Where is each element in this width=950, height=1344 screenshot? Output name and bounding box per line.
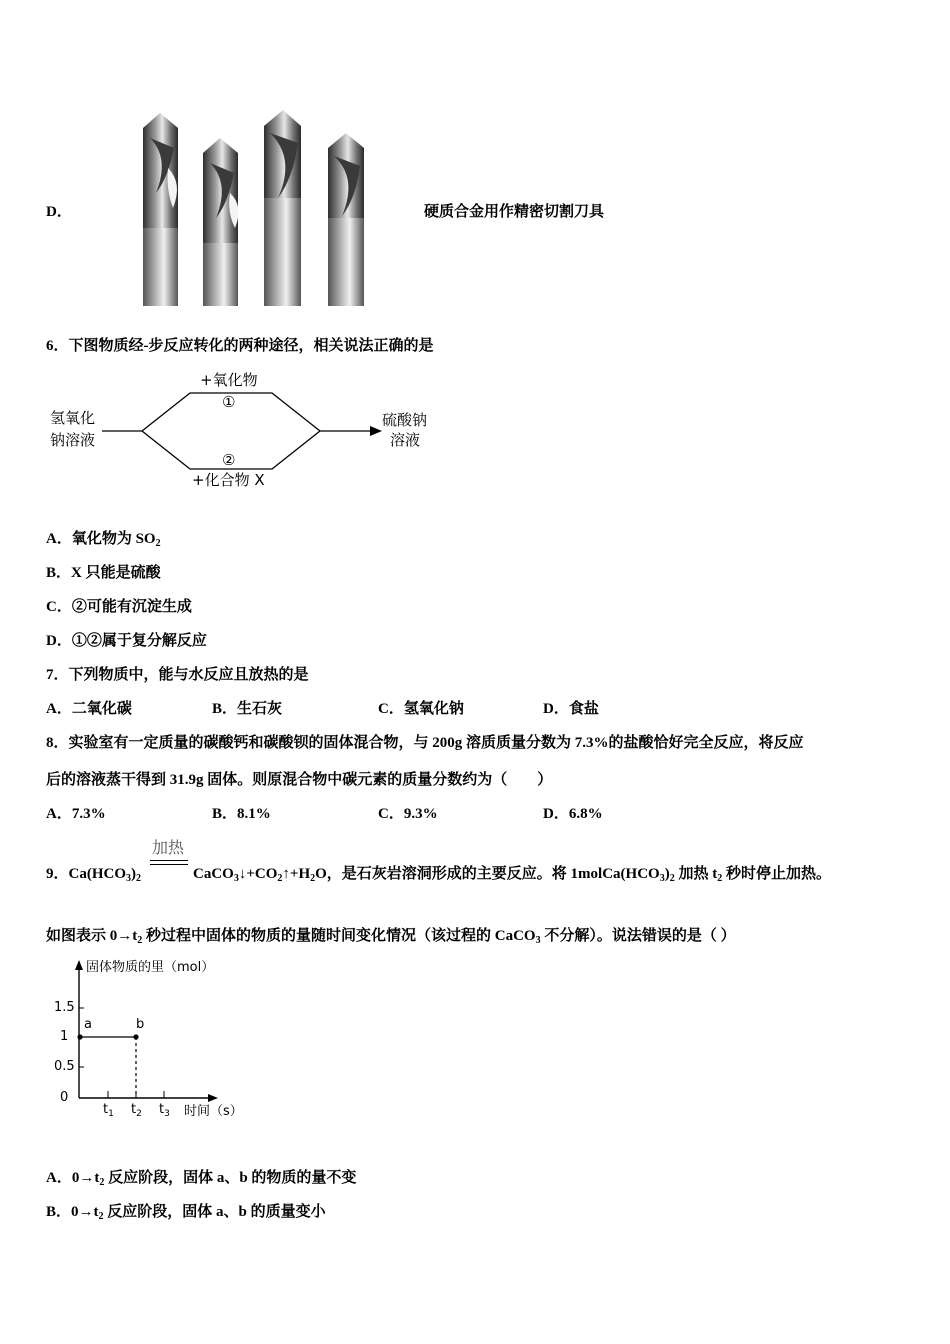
q8-stem-line2: 后的溶液蒸干得到 31.9g 固体。则原混合物中碳元素的质量分数约为（ ）	[46, 772, 553, 788]
q9-line2-a: 如图表示 0→t	[46, 928, 138, 944]
q6-option-a[interactable]	[46, 529, 161, 549]
q9-option-b-text2: 反应阶段，固体 a、b 的质量变小	[103, 1204, 326, 1220]
q7-option-c[interactable]: C．氢氧化钠	[378, 701, 464, 717]
drill-bit-2	[203, 138, 239, 306]
q9-p7: 秒时停止加热。	[722, 866, 831, 882]
q9-line2-c: 不分解）。说法错误的是（ ）	[540, 928, 736, 944]
q7-option-d[interactable]: D．食盐	[543, 701, 599, 717]
q9-product-caco3: CaCO	[193, 866, 234, 882]
q9-reactant-close: )	[131, 866, 137, 882]
q9-p6: 加热 t	[674, 866, 718, 882]
q7-stem: 7．下列物质中，能与水反应且放热的是	[46, 667, 309, 683]
q9-option-a-text2: 反应阶段，固体 a、b 的物质的量不变	[104, 1170, 357, 1186]
q8-option-c[interactable]: C．9.3%	[378, 806, 438, 822]
graph-x-tick-t2: $t_2$	[131, 1102, 142, 1119]
graph-y-tick-1-5: 1.5	[54, 1000, 75, 1015]
q9-product-h2o: ↑+H	[282, 866, 311, 882]
q9-p5: )	[664, 866, 670, 882]
drill-bits-image	[138, 108, 372, 308]
diagram-start-line2: 钠溶液	[50, 431, 96, 449]
q6-conversion-diagram	[40, 366, 460, 496]
q9-reaction-condition	[150, 838, 190, 878]
q7-option-b[interactable]: B．生石灰	[212, 701, 283, 717]
graph-point-a-label: a	[84, 1017, 92, 1032]
q9-reactant: Ca(HCO	[68, 866, 127, 882]
q9-p1-sub: 3	[233, 873, 239, 884]
q9-condition-line-bottom	[150, 864, 188, 865]
q9-p5-sub: 2	[669, 873, 675, 884]
q7-option-a[interactable]: A．二氧化碳	[46, 701, 132, 717]
q6-option-a-sub: 2	[155, 538, 161, 549]
drill-bit-1	[143, 113, 178, 306]
q9-p2-sub: 2	[277, 873, 283, 884]
q9-option-b[interactable]	[46, 1202, 326, 1222]
diagram-bottom-number: ②	[222, 451, 236, 469]
q8-option-a[interactable]: A．7.3%	[46, 806, 106, 822]
diagram-start-line1: 氢氧化	[50, 409, 96, 427]
q8-option-d[interactable]: D．6.8%	[543, 806, 603, 822]
q9-p3-sub: 2	[310, 873, 316, 884]
graph-point-b-label: b	[136, 1017, 145, 1032]
graph-x-tick-t1: $t_1$	[103, 1102, 114, 1119]
q9-option-a-text: A．0→t	[46, 1170, 100, 1186]
q9-stem-text: O，是石灰岩溶洞形成的主要反应。将 1molCa(HCO	[315, 866, 660, 882]
q5-option-d-label: D．	[46, 204, 72, 220]
q9-option-a-sub: 2	[99, 1177, 105, 1188]
q6-option-a-text: A．氧化物为 SO	[46, 531, 156, 547]
q9-equation-line	[46, 864, 141, 884]
q9-stem-line2	[46, 926, 736, 946]
q9-line2-sub2: 3	[535, 935, 541, 946]
graph-x-tick-t3: $t_3$	[159, 1102, 170, 1119]
diagram-bottom-reagent: +化合物 X	[192, 471, 265, 489]
q9-line2-b: 秒过程中固体的物质的量随时间变化情况（该过程的 CaCO	[142, 928, 536, 944]
q9-reactant-sub3: 3	[126, 873, 132, 884]
q9-line2-sub1: 2	[137, 935, 143, 946]
q8-option-b[interactable]: B．8.1%	[212, 806, 271, 822]
graph-y-tick-1: 1	[60, 1029, 69, 1044]
q9-condition-text: 加热	[152, 838, 185, 857]
graph-y-tick-0: 0	[60, 1090, 69, 1105]
graph-y-label: 固体物质的里（mol）	[86, 960, 215, 975]
q6-option-d[interactable]: D．①②属于复分解反应	[46, 633, 207, 649]
graph-x-label: 时间（s）	[184, 1104, 243, 1119]
q9-equation-rest	[193, 864, 831, 884]
q9-condition-line-top	[150, 860, 188, 861]
q9-graph	[46, 956, 266, 1126]
q9-option-a[interactable]	[46, 1168, 356, 1188]
q9-option-b-sub: 2	[98, 1211, 104, 1222]
diagram-top-reagent: +氧化物	[200, 371, 258, 389]
q9-number: 9．	[46, 866, 69, 882]
q6-option-c[interactable]: C．②可能有沉淀生成	[46, 599, 192, 615]
q9-p6-sub: 2	[717, 873, 723, 884]
q9-reactant-sub2: 2	[136, 873, 142, 884]
q6-stem: 6．下图物质经-步反应转化的两种途径，相关说法正确的是	[46, 338, 434, 354]
diagram-end-line2: 溶液	[390, 431, 421, 449]
diagram-top-number: ①	[222, 393, 236, 411]
q9-p4-sub: 3	[659, 873, 665, 884]
q5-option-d-text: 硬质合金用作精密切割刀具	[424, 204, 605, 220]
q6-option-b[interactable]: B．X 只能是硫酸	[46, 565, 161, 581]
q9-option-b-text: B．0→t	[46, 1204, 99, 1220]
diagram-end-line1: 硫酸钠	[382, 411, 428, 429]
q8-stem-line1: 8．实验室有一定质量的碳酸钙和碳酸钡的固体混合物，与 200g 溶质质量分数为 7.3%的盐酸恰好完全反应，将反应	[46, 735, 804, 751]
drill-bit-3	[264, 110, 301, 306]
graph-y-tick-0-5: 0.5	[54, 1059, 75, 1074]
drill-bit-4	[328, 133, 364, 306]
q9-product-co2: ↓+CO	[238, 866, 278, 882]
